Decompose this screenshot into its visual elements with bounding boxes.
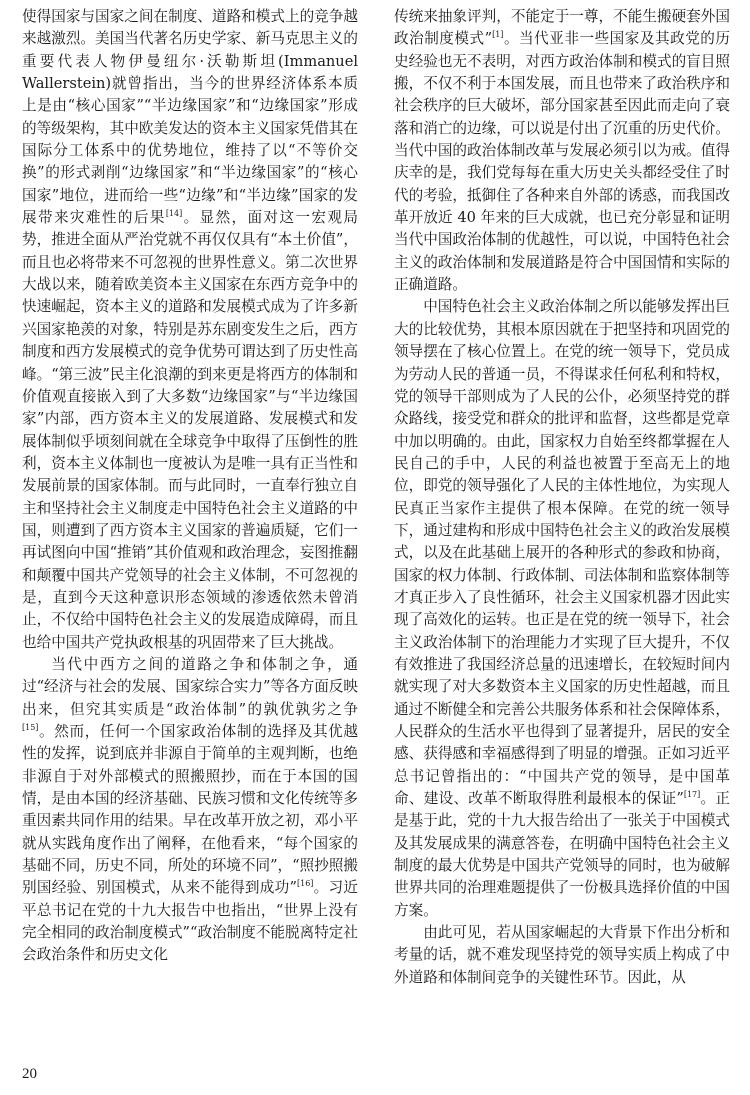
paragraph bbox=[22, 6, 358, 654]
text-segment: 。然而，任何一个国家政治体制的选择及其优越性的发挥，说到底并非源自于简单的主观判断，也绝非源自于对外部模式的照搬照抄，而在于本国的国情，是由本国的经济基础、民族习惯和文化传统等多重因素共同作用的结果。早在改革开放之初，邓小平就从实践角度作出了阐释，在他看来，“每个国家的基础不同，历史不同，所处的环境不同”，“照抄照搬别国经验、别国模式，从来不能得到成功” bbox=[22, 723, 358, 897]
citation-ref: [14] bbox=[165, 209, 183, 219]
paragraph bbox=[394, 922, 730, 989]
text-segment: 由此可见，若从国家崛起的大背景下作出分析和考量的话，就不难发现坚持党的领导实质上构成了中外道路和体制间竞争的关键性环节。因此，从 bbox=[394, 924, 730, 986]
text-segment: 。习近平总书记在党的十九大报告中也指出，“世界上没有完全相同的政治制度模式”“政治制度不能脱离特定社会政治条件和历史文化 bbox=[22, 879, 358, 964]
left-column bbox=[22, 6, 358, 967]
citation-ref: [15] bbox=[22, 723, 39, 733]
paragraph bbox=[22, 654, 358, 967]
right-column bbox=[394, 6, 730, 989]
text-segment: 。正是基于此，党的十九大报告给出了一张关于中国模式及其发展成果的满意答卷，在明确中国特色社会主义制度的最大优势是中国共产党领导的同时，也为破解世界共同的治理难题提供了一份极具选择价值的中国方案。 bbox=[394, 790, 730, 919]
text-segment: 中国特色社会主义政治体制之所以能够发挥出巨大的比较优势，其根本原因就在于把坚持和巩固党的领导摆在了核心位置上。在党的统一领导下，党员成为劳动人民的普通一员，不得谋求任何私利和特权，党的领导干部则成为了人民的公仆，必须坚持党的群众路线，接受党和群众的批评和监督，这些都是党章中加以明确的。由此，国家权力自始至终都掌握在人民自己的手中，人民的利益也被置于至高无上的地位，即党的领导强化了人民的主体性地位，为实现人民真正当家作主提供了根本保障。在党的统一领导下，通过建构和形成中国特色社会主义的政治发展模式，以及在此基础上展开的各种形式的参政和协商，国家的权力体制、行政体制、司法体制和监察体制等才真正步入了良性循环，社会主义国家机器才因此实现了高效化的运转。也正是在党的统一领导下，社会主义政治体制下的治理能力才实现了巨大提升，不仅有效推进了我国经济总量的迅速增长，在较短时间内就实现了对大多数资本主义国家的历史性超越，而且通过不断健全和完善公共服务体系和社会保障体系，人民群众的生活水平也得到了显著提升，居民的安全感、获得感和幸福感得到了明显的增强。正如习近平总书记曾指出的：“中国共产党的领导，是中国革命、建设、改革不断取得胜利最根本的保证” bbox=[394, 298, 730, 808]
paragraph bbox=[394, 296, 730, 922]
citation-ref: [16] bbox=[296, 879, 314, 889]
text-segment: 使得国家与国家之间在制度、道路和模式上的竞争越来越激烈。美国当代著名历史学家、新马克思主义的重要代表人物伊曼纽尔·沃勒斯坦(Immanuel Wallerstein)就曾指出，当今的世界经济体系本质上是由“核心国家”“半边缘国家”和“边缘国家”形成的等级架构，其中欧美发达的资本主义国家凭借其在国际分工体系中的优势地位，维持了以“不等价交换”的形式剥削“边缘国家”和“半边缘国家”的“核心国家”地位，进而给一些“边缘”和“半边缘”国家的发展带来灾难性的后果 bbox=[22, 8, 358, 227]
paragraph bbox=[394, 6, 730, 296]
text-segment: 当代中西方之间的道路之争和体制之争，通过“经济与社会的发展、国家综合实力”等各方面反映出来，但究其实质是“政治体制”的孰优孰劣之争 bbox=[22, 655, 358, 718]
text-segment: 传统来抽象评判，不能定于一尊，不能生搬硬套外国政治制度模式” bbox=[394, 8, 730, 48]
text-segment: 。当代亚非一些国家及其政党的历史经验也无不表明，对西方政治体制和模式的盲目照搬，不仅不利于本国发展，而且也带来了政治秩序和社会秩序的巨大破坏，部分国家甚至因此而走向了衰落和消亡的边缘，可以说是付出了沉重的历史代价。当代中国的政治体制改革与发展必须引以为戒。值得庆幸的是，我们党每每在重大历史关头都经受住了时代的考验，抵御住了各种来自外部的诱惑，而我国改革开放近 40 年来的巨大成就，也已充分彰显和证明当代中国政治体制的优越性，可以说，中国特色社会主义的政治体制和发展道路是符合中国国情和实际的正确道路。 bbox=[394, 30, 730, 294]
text-segment: 。显然，面对这一宏观局势，推进全面从严治党就不再仅仅具有“本土价值”，而且也必将带来不可忽视的世界性意义。第二次世界大战以来，随着欧美资本主义国家在东西方竞争中的快速崛起，资本主义的道路和发展模式成为了许多新兴国家艳羡的对象，特别是苏东剧变发生之后，西方制度和西方发展模式的竞争优势可谓达到了历史性高峰。“第三波”民主化浪潮的到来更是将西方的体制和价值观直接嵌入到了大多数“边缘国家”与“半边缘国家”内部，西方资本主义的发展道路、发展模式和发展体制似乎顷刻间就在全球竞争中取得了压倒性的胜利，资本主义体制也一度被认为是唯一具有正当性和发展前景的国家体制。而与此同时，一直奉行独立自主和坚持社会主义制度走中国特色社会主义道路的中国，则遭到了西方资本主义国家的普遍质疑，它们一再试图向中国“推销”其价值观和政治理念，妄图推翻和颠覆中国共产党领导的社会主义体制，不可忽视的是，直到今天这种意识形态领域的渗透依然未曾消止，不仅给中国特色社会主义的发展造成障碍，而且也给中国共产党执政根基的巩固带来了巨大挑战。 bbox=[22, 209, 358, 651]
citation-ref: [17] bbox=[683, 790, 701, 800]
page-number: 20 bbox=[22, 1066, 37, 1082]
citation-ref: [1] bbox=[492, 30, 504, 40]
